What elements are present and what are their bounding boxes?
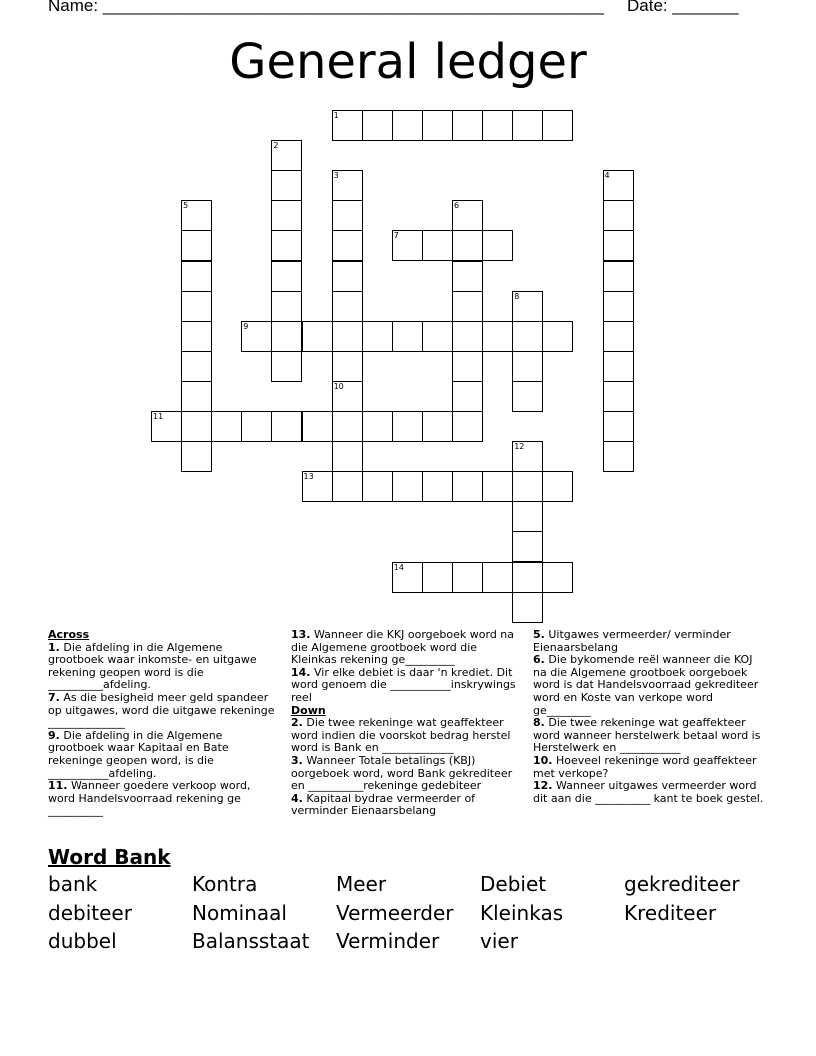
grid-cell[interactable] xyxy=(332,261,363,292)
across-heading: Across xyxy=(48,628,90,641)
grid-cell[interactable] xyxy=(542,471,573,502)
cell-number: 6 xyxy=(454,201,460,211)
clue-down-8: 8. Die twee rekeninge wat geaffekteer word wanneer herstelwerk betaal word is Herstelwerk en ___________ xyxy=(533,716,761,755)
grid-cell[interactable] xyxy=(181,411,212,442)
grid-cell[interactable] xyxy=(482,562,513,593)
grid-cell[interactable] xyxy=(603,261,634,292)
word-bank-title: Word Bank xyxy=(48,845,171,869)
grid-cell[interactable] xyxy=(392,110,423,141)
clue-down-6: 6. Die bykomende reël wanneer die KOJ na die Algemene grootboek oorgeboek word is dat Handelsvoorraad gekrediteer word en Koste van verkope word ge________ xyxy=(533,653,759,717)
clues-column-3 xyxy=(533,629,765,805)
grid-cell[interactable] xyxy=(452,411,483,442)
grid-cell[interactable] xyxy=(392,562,423,593)
clue-across-7: 7. As die besigheid meer geld spandeer op uitgawes, word die uitgawe rekeninge ______________ xyxy=(48,690,275,730)
word-bank-word: Krediteer xyxy=(624,900,717,925)
grid-cell[interactable] xyxy=(362,411,393,442)
grid-cell[interactable] xyxy=(271,140,302,171)
grid-cell[interactable] xyxy=(603,230,634,261)
grid-cell[interactable] xyxy=(603,351,634,382)
grid-cell[interactable] xyxy=(482,471,513,502)
grid-cell[interactable] xyxy=(512,471,543,502)
cell-number: 2 xyxy=(273,141,279,151)
grid-cell[interactable] xyxy=(512,291,543,322)
cell-number: 5 xyxy=(183,201,189,211)
grid-cell[interactable] xyxy=(482,230,513,261)
word-bank-word: Vermeerder xyxy=(336,900,454,925)
grid-cell[interactable] xyxy=(332,351,363,382)
clue-down-5: 5. Uitgawes vermeerder/ verminder Eienaarsbelang xyxy=(533,628,731,654)
grid-cell[interactable] xyxy=(512,531,543,562)
grid-cell[interactable] xyxy=(452,562,483,593)
grid-cell[interactable] xyxy=(392,321,423,352)
grid-cell[interactable] xyxy=(452,230,483,261)
grid-cell[interactable] xyxy=(362,110,393,141)
clue-down-4: 4. Kapitaal bydrae vermeerder of verminder Eienaarsbelang xyxy=(291,791,476,818)
word-bank-word: Debiet xyxy=(480,872,547,896)
grid-cell[interactable] xyxy=(332,291,363,322)
grid-cell[interactable] xyxy=(512,441,543,472)
grid-cell[interactable] xyxy=(603,411,634,442)
grid-cell[interactable] xyxy=(603,321,634,352)
word-bank-word: Kontra xyxy=(192,872,258,896)
grid-cell[interactable] xyxy=(603,170,634,201)
word-bank-word: Kleinkas xyxy=(480,900,564,925)
word-bank-word: Balansstaat xyxy=(192,929,310,953)
clue-down-3: 3. Wanneer Totale betalings (KBJ) oorgeboek word, word Bank gekrediteer en __________rekeninge gedebiteer xyxy=(291,753,513,793)
grid-cell[interactable] xyxy=(542,562,573,593)
word-bank-word: bank xyxy=(48,872,98,896)
page-title: General ledger xyxy=(229,34,587,90)
grid-cell[interactable] xyxy=(392,471,423,502)
grid-cell[interactable] xyxy=(271,170,302,201)
grid-cell[interactable] xyxy=(512,381,543,412)
grid-cell[interactable] xyxy=(603,291,634,322)
cell-number: 11 xyxy=(153,412,164,421)
word-bank-word: Meer xyxy=(336,872,387,896)
grid-cell[interactable] xyxy=(512,110,543,141)
grid-cell[interactable] xyxy=(422,411,453,442)
grid-cell[interactable] xyxy=(332,381,363,412)
clue-across-13: 13. Wanneer die KKJ oorgeboek word na die Algemene grootboek word die Kleinkas rekening ge_________ xyxy=(291,628,515,667)
cell-number: 12 xyxy=(514,442,525,452)
grid-cell[interactable] xyxy=(452,351,483,382)
grid-cell[interactable] xyxy=(151,411,182,442)
date-line[interactable]: Date: _______ xyxy=(627,0,739,15)
grid-cell[interactable] xyxy=(332,441,363,472)
grid-cell[interactable] xyxy=(181,321,212,352)
cell-number: 4 xyxy=(604,171,610,181)
grid-cell[interactable] xyxy=(512,501,543,532)
grid-cell[interactable] xyxy=(603,200,634,231)
grid-cell[interactable] xyxy=(512,562,543,593)
grid-cell[interactable] xyxy=(452,110,483,141)
grid-cell[interactable] xyxy=(422,562,453,593)
grid-cell[interactable] xyxy=(452,471,483,502)
grid-cell[interactable] xyxy=(271,351,302,382)
grid-cell[interactable] xyxy=(271,230,302,261)
cell-number: 3 xyxy=(333,171,339,181)
word-bank-word: vier xyxy=(480,929,518,953)
clues-column-1 xyxy=(48,629,280,818)
grid-cell[interactable] xyxy=(302,321,333,352)
cell-number: 7 xyxy=(393,231,399,241)
grid-cell[interactable] xyxy=(392,230,423,261)
word-bank-word: gekrediteer xyxy=(624,872,740,896)
grid-cell[interactable] xyxy=(181,381,212,412)
grid-cell[interactable] xyxy=(603,381,634,412)
cell-number: 10 xyxy=(333,381,344,391)
grid-cell[interactable] xyxy=(362,471,393,502)
grid-cell[interactable] xyxy=(332,110,363,141)
grid-cell[interactable] xyxy=(542,110,573,141)
grid-cell[interactable] xyxy=(422,110,453,141)
cell-number: 13 xyxy=(303,472,314,482)
word-bank-word: dubbel xyxy=(48,929,117,953)
grid-cell[interactable] xyxy=(512,592,543,623)
word-bank-word: debiteer xyxy=(48,900,132,925)
grid-cell[interactable] xyxy=(181,441,212,472)
grid-cell[interactable] xyxy=(422,471,453,502)
grid-cell[interactable] xyxy=(332,230,363,261)
grid-cell[interactable] xyxy=(512,351,543,382)
grid-cell[interactable] xyxy=(332,170,363,201)
grid-cell[interactable] xyxy=(181,261,212,292)
grid-cell[interactable] xyxy=(302,411,333,442)
grid-cell[interactable] xyxy=(362,321,393,352)
grid-cell[interactable] xyxy=(271,261,302,292)
grid-cell[interactable] xyxy=(332,321,363,352)
down-heading: Down xyxy=(291,703,326,717)
grid-cell[interactable] xyxy=(211,411,242,442)
grid-cell[interactable] xyxy=(452,200,483,231)
grid-cell[interactable] xyxy=(181,230,212,261)
clues-column-2 xyxy=(291,629,523,818)
grid-cell[interactable] xyxy=(603,441,634,472)
grid-cell[interactable] xyxy=(542,321,573,352)
grid-cell[interactable] xyxy=(482,321,513,352)
word-bank-word: Nominaal xyxy=(192,900,287,925)
clue-across-11: 11. Wanneer goedere verkoop word, word Handelsvoorraad rekening ge __________ xyxy=(48,779,251,818)
grid-cell[interactable] xyxy=(512,321,543,352)
grid-cell[interactable] xyxy=(302,471,333,502)
clue-down-10: 10. Hoeveel rekeninge word geaffekteer met verkope? xyxy=(533,753,757,780)
grid-cell[interactable] xyxy=(241,321,272,352)
name-line[interactable]: Name: _____________________________________________________ xyxy=(48,0,604,15)
clue-down-2: 2. Die twee rekeninge wat geaffekteer word indien die voorskot bedrag herstel word is Bank en _____________ xyxy=(291,716,511,755)
grid-cell[interactable] xyxy=(332,471,363,502)
clue-across-9: 9. Die afdeling in die Algemene grootboek waar Kapitaal en Bate rekeninge geopen word, is die ___________afdeling. xyxy=(48,728,229,780)
grid-cell[interactable] xyxy=(271,291,302,322)
cell-number: 1 xyxy=(333,111,339,120)
grid-cell[interactable] xyxy=(422,321,453,352)
grid-cell[interactable] xyxy=(181,351,212,382)
clue-down-12: 12. Wanneer uitgawes vermeerder word dit aan die __________ kant te boek gestel. xyxy=(533,779,764,805)
cell-number: 14 xyxy=(393,562,404,572)
grid-cell[interactable] xyxy=(332,411,363,442)
grid-cell[interactable] xyxy=(482,110,513,141)
grid-cell[interactable] xyxy=(181,291,212,322)
cell-number: 9 xyxy=(243,321,249,331)
grid-cell[interactable] xyxy=(271,411,302,442)
grid-cell[interactable] xyxy=(452,261,483,292)
grid-cell[interactable] xyxy=(271,321,302,352)
grid-cell[interactable] xyxy=(452,291,483,322)
clue-across-1: 1. Die afdeling in die Algemene grootboek waar inkomste- en uitgawe rekening geopen word is die __________afdeling. xyxy=(48,640,257,692)
clue-across-14: 14. Vir elke debiet is daar 'n krediet. Dit word genoem die ___________inskrywings reel xyxy=(291,665,516,704)
grid-cell[interactable] xyxy=(452,321,483,352)
grid-cell[interactable] xyxy=(181,200,212,231)
cell-number: 8 xyxy=(514,291,520,301)
grid-cell[interactable] xyxy=(332,200,363,231)
word-bank-word: Verminder xyxy=(336,929,440,953)
grid-cell[interactable] xyxy=(241,411,272,442)
grid-cell[interactable] xyxy=(392,411,423,442)
grid-cell[interactable] xyxy=(422,230,453,261)
grid-cell[interactable] xyxy=(271,200,302,231)
grid-cell[interactable] xyxy=(452,381,483,412)
